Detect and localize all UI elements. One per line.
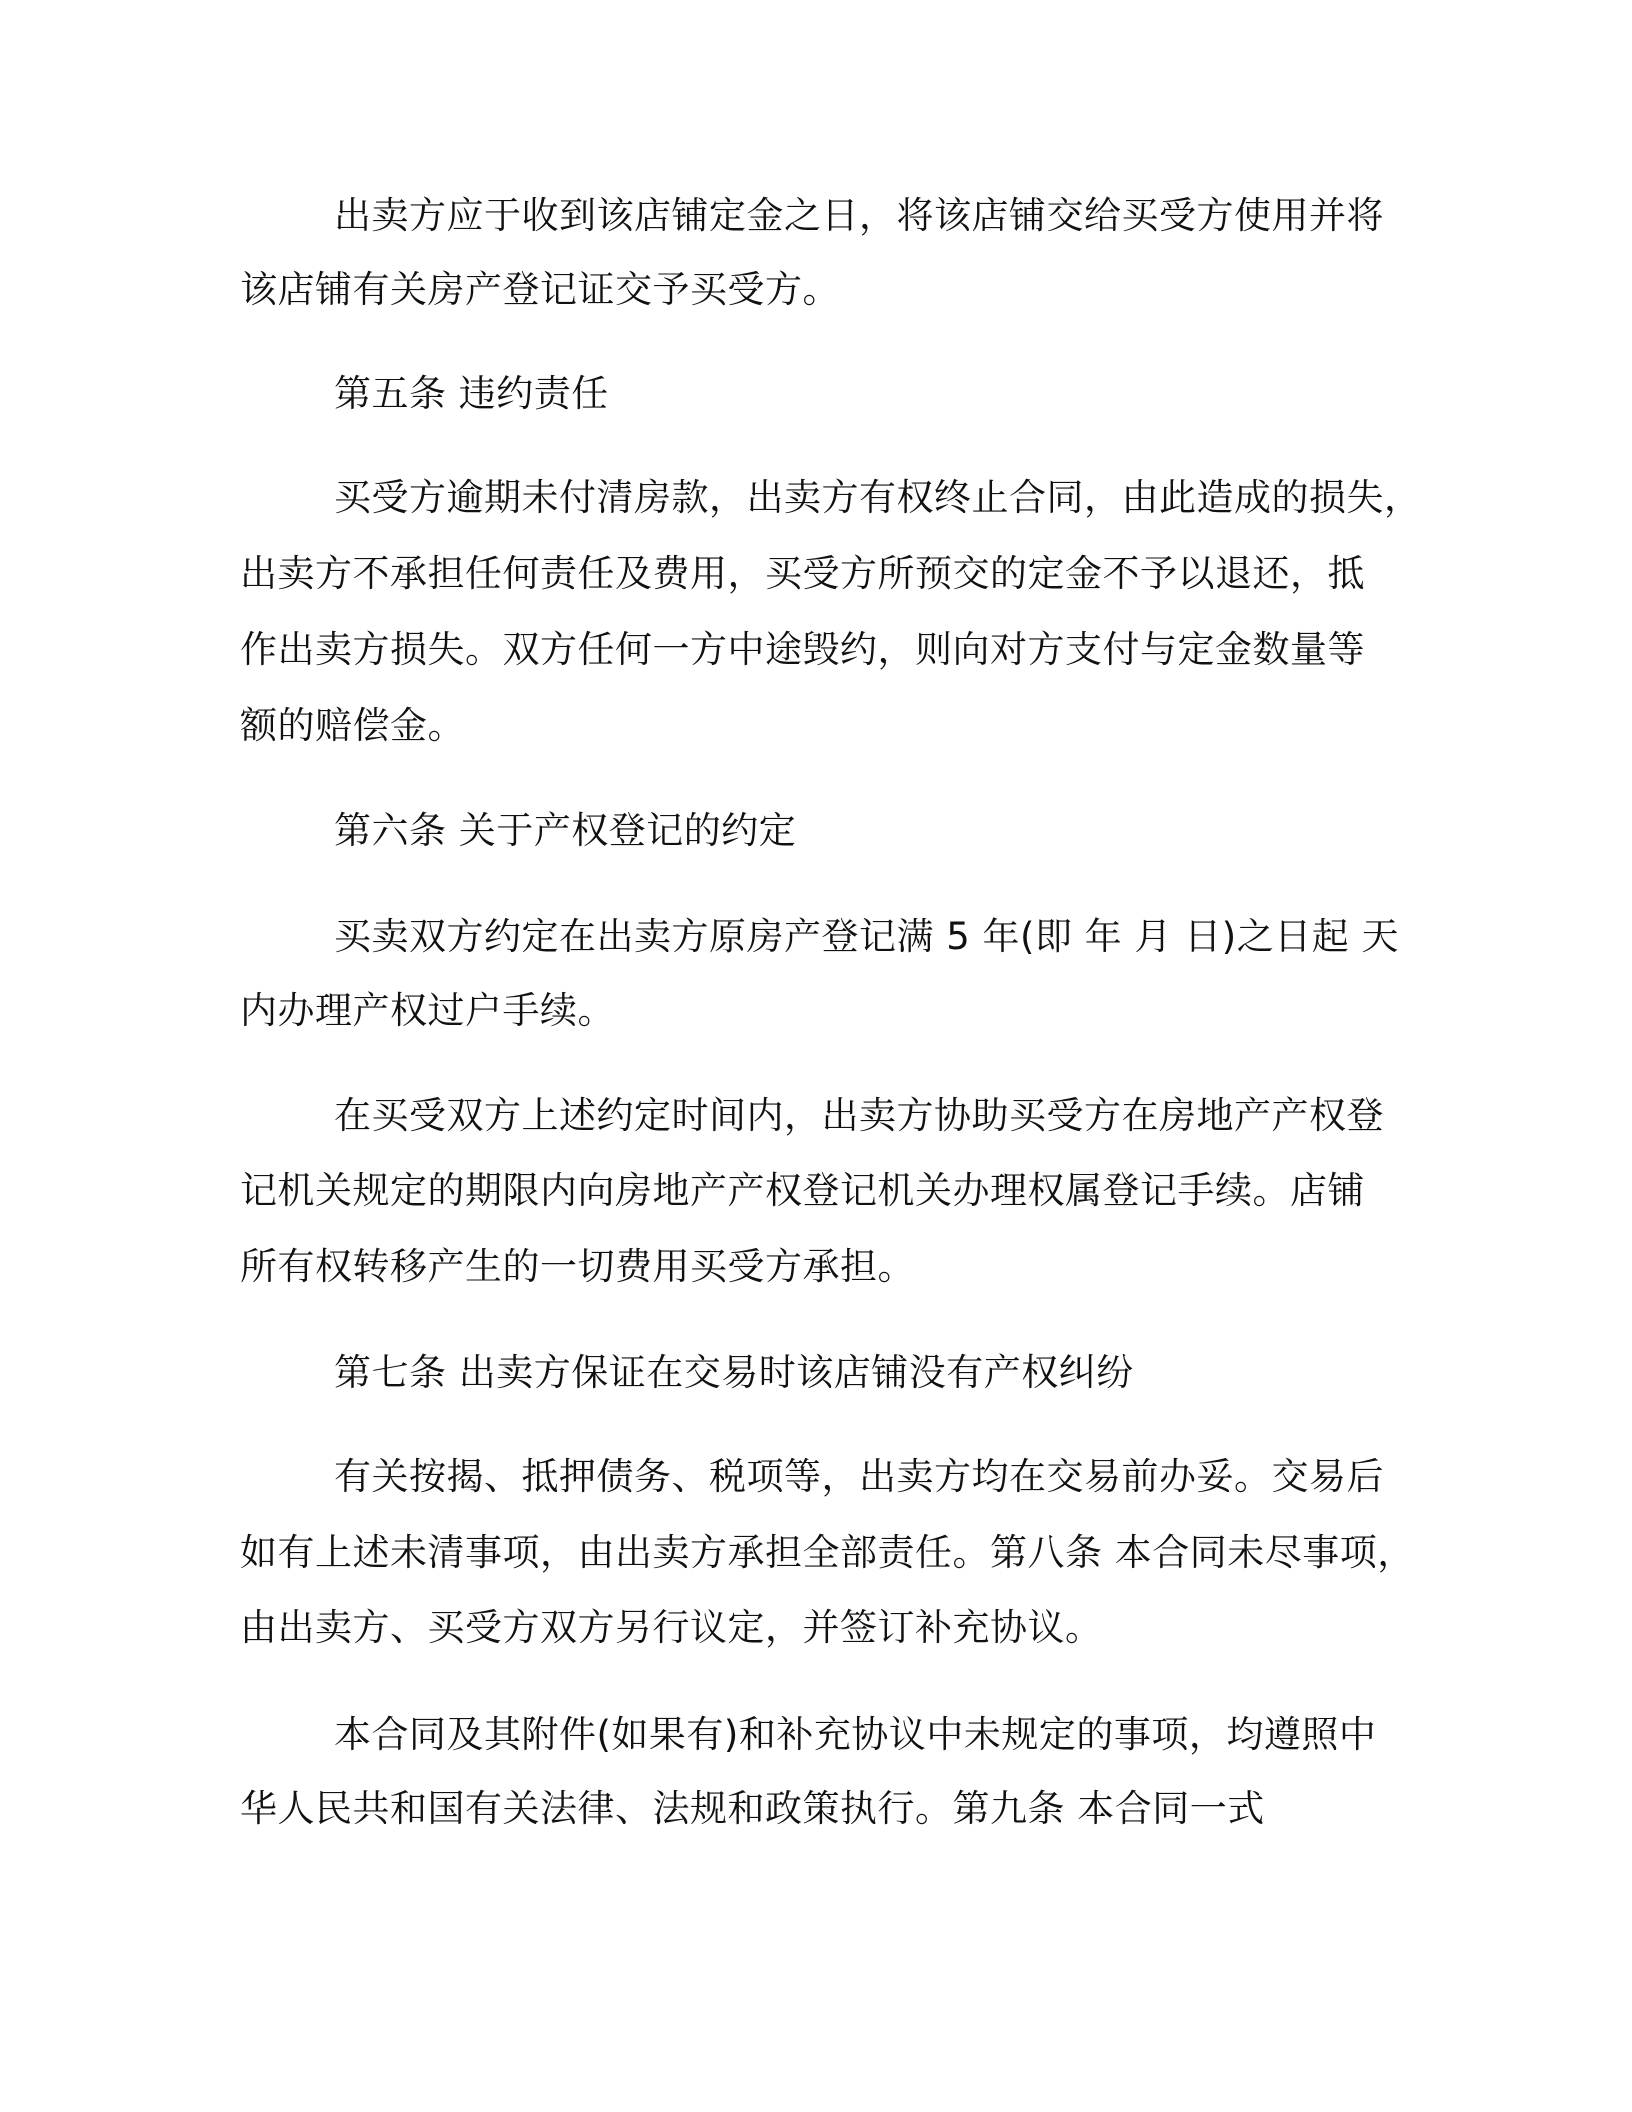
text-line: 如有上述未清事项，由出卖方承担全部责任。第八条 本合同未尽事项，: [240, 1531, 1415, 1574]
text-line: 买受方逾期未付清房款，出卖方有权终止合同，由此造成的损失，: [334, 476, 1422, 519]
text-line: 华人民共和国有关法律、法规和政策执行。第九条 本合同一式: [240, 1787, 1265, 1830]
text-line: 在买受双方上述约定时间内，出卖方协助买受方在房地产产权登: [334, 1094, 1384, 1137]
text-line: 本合同及其附件(如果有)和补充协议中未规定的事项，均遵照中: [334, 1713, 1377, 1756]
text-line: 作出卖方损失。双方任何一方中途毁约，则向对方支付与定金数量等: [240, 628, 1365, 671]
text-line: 出卖方不承担任何责任及费用，买受方所预交的定金不予以退还，抵: [240, 552, 1365, 595]
text-line: 买卖双方约定在出卖方原房产登记满 5 年(即 年 月 日)之日起 天: [334, 915, 1399, 958]
text-line: 出卖方应于收到该店铺定金之日，将该店铺交给买受方使用并将: [334, 194, 1384, 237]
section-heading: 第五条 违约责任: [334, 372, 609, 415]
text-line: 内办理产权过户手续。: [240, 989, 615, 1032]
text-line: 有关按揭、抵押债务、税项等，出卖方均在交易前办妥。交易后: [334, 1455, 1384, 1498]
text-line: 额的赔偿金。: [240, 704, 465, 747]
text-line: 所有权转移产生的一切费用买受方承担。: [240, 1245, 915, 1288]
text-line: 该店铺有关房产登记证交予买受方。: [240, 268, 840, 311]
section-heading: 第七条 出卖方保证在交易时该店铺没有产权纠纷: [334, 1351, 1134, 1394]
section-heading: 第六条 关于产权登记的约定: [334, 809, 797, 852]
text-line: 由出卖方、买受方双方另行议定，并签订补充协议。: [240, 1606, 1103, 1649]
text-line: 记机关规定的期限内向房地产产权登记机关办理权属登记手续。店铺: [240, 1169, 1365, 1212]
